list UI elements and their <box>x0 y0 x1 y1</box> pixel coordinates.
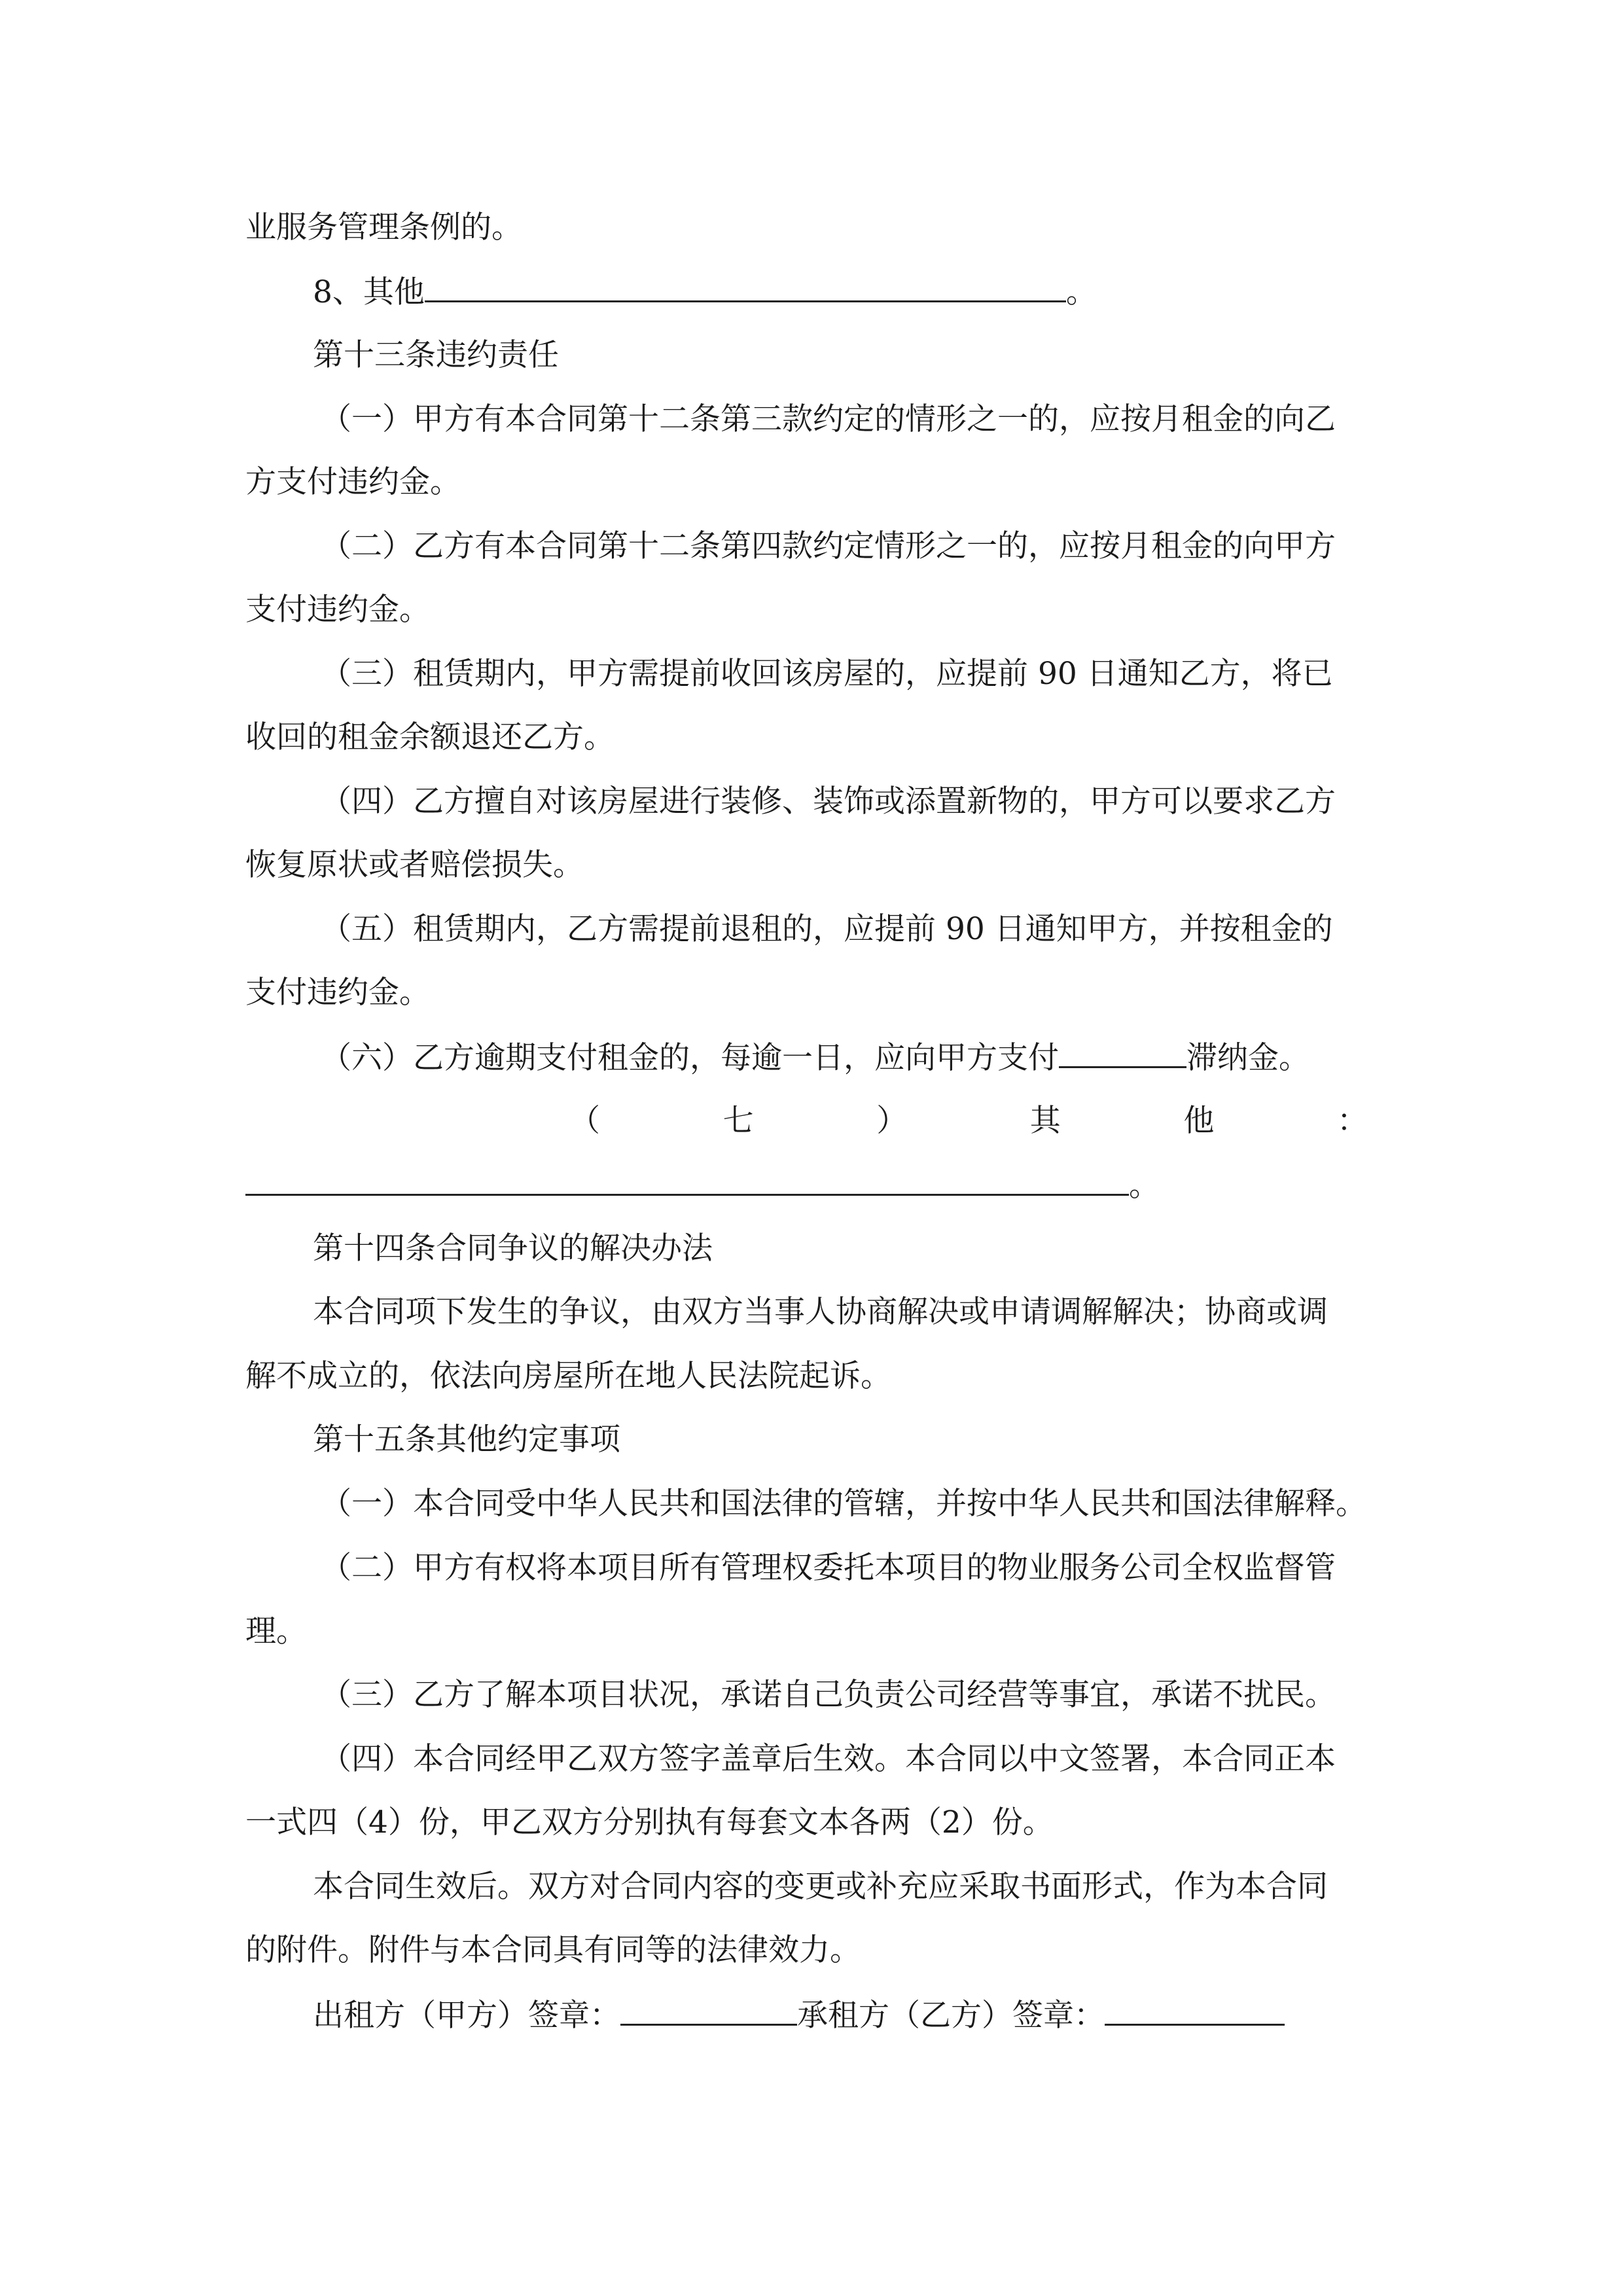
clause-13-7-open: （ <box>569 1103 600 1139</box>
clause-15-1: （一）本合同受中华人民共和国法律的管辖，并按中华人民共和国法律解释。 <box>321 1486 1366 1522</box>
clause-13-7-blank <box>245 1165 1129 1196</box>
clause-15-3: （三）乙方了解本项目状况，承诺自己负责公司经营等事宜，承诺不扰民。 <box>321 1677 1336 1713</box>
clause-13-5-line-2: 支付违约金。 <box>245 975 430 1011</box>
clause-13-3-line-1: （三）租赁期内，甲方需提前收回该房屋的，应提前 90 日通知乙方，将已 <box>321 656 1333 692</box>
article-13-title: 第十三条违约责任 <box>313 337 559 373</box>
clause-13-7-close: ） <box>876 1103 908 1139</box>
article-14-title: 第十四条合同争议的解决办法 <box>313 1230 713 1266</box>
clause-13-2-line-1: （二）乙方有本合同第十二条第四款约定情形之一的，应按月租金的向甲方 <box>321 528 1336 564</box>
effectiveness-para-line-1: 本合同生效后。双方对合同内容的变更或补充应采取书面形式，作为本合同 <box>313 1869 1328 1905</box>
clause-13-7-word-2: 他 <box>1183 1103 1215 1139</box>
lessor-signature-blank <box>620 1995 797 2026</box>
clause-13-1-line-2: 方支付违约金。 <box>245 464 461 500</box>
article-14-para-line-2: 解不成立的，依法向房屋所在地人民法院起诉。 <box>245 1358 891 1394</box>
clause-15-2-line-2: 理。 <box>245 1613 307 1649</box>
item-8-label: 8、其他 <box>313 274 425 310</box>
clause-13-4-line-1: （四）乙方擅自对该房屋进行装修、装饰或添置新物的，甲方可以要求乙方 <box>321 783 1336 819</box>
lessee-signature-label: 承租方（乙方）签章： <box>797 1998 1105 2034</box>
clause-13-7-end: 。 <box>1129 1168 1160 1204</box>
clause-13-6-end: 滞纳金。 <box>1186 1040 1310 1076</box>
article-15-title: 第十五条其他约定事项 <box>313 1422 620 1458</box>
lessor-signature-label: 出租方（甲方）签章： <box>313 1998 620 2034</box>
clause-13-6-line <box>321 1037 1310 1077</box>
article-14-para-line-1: 本合同项下发生的争议，由双方当事人协商解决或申请调解解决；协商或调 <box>313 1294 1328 1330</box>
item-continuation: 业服务管理条例的。 <box>245 209 522 245</box>
effectiveness-para-line-2: 的附件。附件与本合同具有同等的法律效力。 <box>245 1932 861 1968</box>
clause-15-4-line-2: 一式四（4）份，甲乙双方分别执有每套文本各两（2）份。 <box>245 1804 1054 1840</box>
item-8-line <box>313 272 1097 311</box>
clause-13-5-line-1: （五）租赁期内，乙方需提前退租的，应提前 90 日通知甲方，并按租金的 <box>321 911 1333 947</box>
clause-13-6-text: （六）乙方逾期支付租金的，每逾一日，应向甲方支付 <box>321 1040 1059 1076</box>
signature-line <box>313 1995 1285 2034</box>
clause-13-7-num: 七 <box>722 1103 754 1139</box>
clause-13-7-colon: ： <box>1336 1103 1368 1139</box>
clause-13-1-line-1: （一）甲方有本合同第十二条第三款约定的情形之一的，应按月租金的向乙 <box>321 401 1336 437</box>
clause-13-4-line-2: 恢复原状或者赔偿损失。 <box>245 847 584 883</box>
clause-15-2-line-1: （二）甲方有权将本项目所有管理权委托本项目的物业服务公司全权监督管 <box>321 1550 1336 1586</box>
clause-13-7-word-1: 其 <box>1029 1103 1061 1139</box>
clause-15-4-line-1: （四）本合同经甲乙双方签字盖章后生效。本合同以中文签署，本合同正本 <box>321 1741 1336 1777</box>
clause-13-7-line <box>569 1102 1368 1141</box>
lessee-signature-blank <box>1105 1995 1285 2026</box>
clause-13-3-line-2: 收回的租金余额退还乙方。 <box>245 719 615 755</box>
clause-13-2-line-2: 支付违约金。 <box>245 592 430 628</box>
item-8-blank <box>425 272 1066 302</box>
item-8-end: 。 <box>1065 274 1097 310</box>
clause-13-7-blank-line <box>245 1165 1160 1204</box>
late-fee-blank <box>1059 1037 1186 1068</box>
